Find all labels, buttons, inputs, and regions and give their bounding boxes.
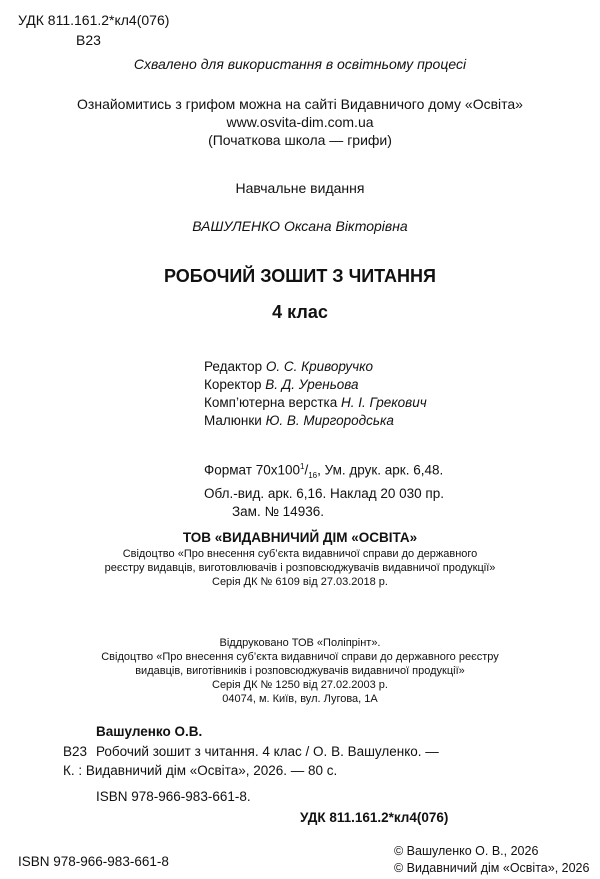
udk-top: УДК 811.161.2*кл4(076) (18, 12, 170, 28)
catalog-author-heading: Вашуленко О.В. (96, 724, 203, 739)
printer-line-2: Свідоцтво «Про внесення суб’єкта видавничої справи до державного реєстру (101, 651, 499, 663)
publisher-cert-3: Серія ДК № 6109 від 27.03.2018 р. (212, 576, 388, 588)
author-given-name: Оксана Вікторівна (283, 218, 408, 234)
publisher-name: ТОВ «ВИДАВНИЧИЙ ДІМ «ОСВІТА» (182, 530, 418, 545)
copyright-author: © Вашуленко О. В., 2026 (394, 844, 539, 858)
printer-line-4: Серія ДК № 1250 від 27.02.2003 р. (212, 679, 388, 691)
format-order: Зам. № 14936. (232, 504, 324, 520)
catalog-entry-1: Робочий зошит з читання. 4 клас / О. В. Вашуленко. — (96, 744, 439, 759)
catalog-code: В23 (63, 744, 88, 759)
credit-editor: Редактор О. С. Криворучко (204, 359, 374, 374)
catalog-udk: УДК 811.161.2*кл4(076) (300, 810, 449, 825)
format-line-2: Обл.-вид. арк. 6,16. Наклад 20 030 пр. (204, 486, 444, 502)
grif-note: (Початкова школа — грифи) (208, 132, 392, 148)
printer-line-3: видавців, виготівників і розповсюджувачів видавничої продукції» (135, 665, 465, 677)
book-grade: 4 клас (272, 302, 328, 322)
format-block (204, 458, 444, 521)
catalog-isbn: ISBN 978-966-983-661-8. (96, 789, 251, 804)
printer-address: 04074, м. Київ, вул. Лугова, 1А (222, 693, 378, 705)
printer-line-1: Віддруковано ТОВ «Поліпрінт». (219, 637, 381, 649)
format-line: Формат $70х100^1/_{16}$, Ум. друк. арк. 6,48. (204, 462, 444, 481)
publisher-cert-1: Свідоцтво «Про внесення суб’єкта видавничої справи до державного (122, 548, 478, 560)
credit-layout: Комп’ютерна верстка Н. І. Грекович (204, 395, 427, 410)
grif-url: www.osvita-dim.com.ua (226, 114, 374, 130)
book-title: РОБОЧИЙ ЗОШИТ З ЧИТАННЯ (164, 266, 436, 286)
grif-line: Ознайомитись з грифом можна на сайті Видавничого дому «Освіта» (77, 96, 523, 112)
credit-illustrations: Малюнки Ю. В. Миргородська (204, 413, 394, 428)
credits (204, 358, 427, 430)
credit-proofreader: Коректор В. Д. Уреньова (204, 377, 359, 392)
footer-isbn: ISBN 978-966-983-661-8 (18, 854, 169, 869)
catalog-code-top: В23 (76, 32, 101, 48)
approval-note: Схвалено для використання в освітньому процесі (133, 56, 467, 72)
author-line (0, 218, 600, 234)
edition-type: Навчальне видання (235, 180, 365, 196)
copyright-publisher: © Видавничий дім «Освіта», 2026 (394, 861, 590, 875)
publisher-cert-2: реєстру видавців, виготовлювачів і розповсюджувачів видавничої продукції» (104, 562, 496, 574)
catalog-entry-2: К. : Видавничий дім «Освіта», 2026. — 80 с. (63, 763, 338, 778)
author-surname: ВАШУЛЕНКО (192, 218, 281, 234)
